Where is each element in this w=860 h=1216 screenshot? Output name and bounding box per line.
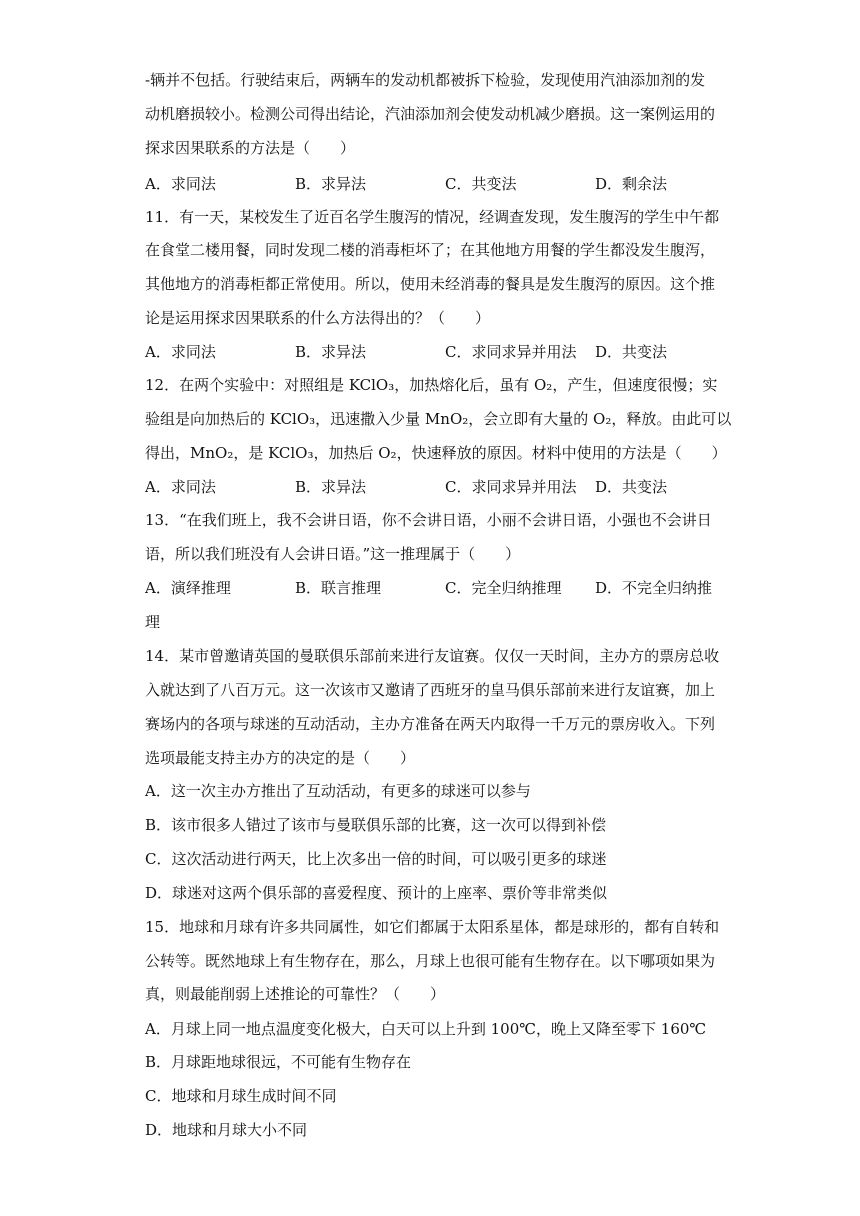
q12-option-d[interactable]: D．共变法 (595, 478, 668, 496)
q14-option-c[interactable]: C．这次活动进行两天，比上次多出一倍的时间，可以吸引更多的球迷 (145, 850, 607, 868)
q11-option-b[interactable]: B．求异法 (295, 343, 367, 361)
q12-line-3: 得出，MnO₂，是 KClO₃，加热后 O₂，快速释放的原因。材料中使用的方法是（ ） (145, 444, 727, 462)
q13-line-2: 语，所以我们班没有人会讲日语。”这一推理属于（ ） (145, 545, 521, 563)
q15-option-d[interactable]: D．地球和月球大小不同 (145, 1121, 308, 1139)
q11-option-d[interactable]: D．共变法 (595, 343, 668, 361)
q14-option-b[interactable]: B．该市很多人错过了该市与曼联俱乐部的比赛，这一次可以得到补偿 (145, 816, 607, 834)
q10-option-d[interactable]: D．剩余法 (595, 175, 668, 193)
q10-option-a[interactable]: A．求同法 (145, 175, 216, 193)
q12-option-c[interactable]: C．求同求异并用法 (445, 478, 577, 496)
q14-line-4: 选项最能支持主办方的决定的是（ ） (145, 749, 416, 767)
q11-line-3: 其他地方的消毒柜都正常使用。所以，使用未经消毒的餐具是发生腹泻的原因。这个推 (145, 275, 716, 293)
q14-option-a[interactable]: A．这一次主办方推出了互动活动，有更多的球迷可以参与 (145, 782, 531, 800)
q11-option-c[interactable]: C．求同求异并用法 (445, 343, 577, 361)
q14-option-d[interactable]: D．球迷对这两个俱乐部的喜爱程度、预计的上座率、票价等非常类似 (145, 884, 608, 902)
q11-option-a[interactable]: A．求同法 (145, 343, 216, 361)
q13-option-d-wrap: 理 (145, 613, 161, 631)
q10-line-1: -辆并不包括。行驶结束后，两辆车的发动机都被拆下检验，发现使用汽油添加剂的发 (145, 71, 706, 89)
q12-line-2: 验组是向加热后的 KClO₃，迅速撒入少量 MnO₂，会立即有大量的 O₂，释放。由此可以 (145, 410, 732, 428)
q15-line-1: 15．地球和月球有许多共同属性，如它们都属于太阳系星体，都是球形的，都有自转和 (145, 918, 720, 936)
q15-option-b[interactable]: B．月球距地球很远，不可能有生物存在 (145, 1053, 412, 1071)
q10-option-c[interactable]: C．共变法 (445, 175, 517, 193)
q14-line-1: 14．某市曾邀请英国的曼联俱乐部前来进行友谊赛。仅仅一天时间，主办方的票房总收 (145, 647, 720, 665)
q11-line-4: 论是运用探求因果联系的什么方法得出的？（ ） (145, 309, 491, 327)
q15-line-2: 公转等。既然地球上有生物存在，那么，月球上也很可能有生物存在。以下哪项如果为 (145, 952, 716, 970)
q13-option-b[interactable]: B．联言推理 (295, 579, 382, 597)
q12-option-b[interactable]: B．求异法 (295, 478, 367, 496)
q13-option-d[interactable]: D．不完全归纳推 (595, 579, 713, 597)
q11-line-2: 在食堂二楼用餐，同时发现二楼的消毒柜坏了；在其他地方用餐的学生都没发生腹泻， (145, 241, 716, 259)
q11-line-1: 11．有一天，某校发生了近百名学生腹泻的情况，经调查发现，发生腹泻的学生中午都 (145, 208, 720, 226)
q10-line-2: 动机磨损较小。检测公司得出结论，汽油添加剂会使发动机减少磨损。这一案例运用的 (145, 105, 716, 123)
q10-option-b[interactable]: B．求异法 (295, 175, 367, 193)
q15-option-c[interactable]: C．地球和月球生成时间不同 (145, 1087, 337, 1105)
q15-line-3: 真，则最能削弱上述推论的可靠性？（ ） (145, 985, 446, 1003)
q10-line-3: 探求因果联系的方法是（ ） (145, 139, 356, 157)
q13-option-a[interactable]: A．演绎推理 (145, 579, 231, 597)
q14-line-2: 入就达到了八百万元。这一次该市又邀请了西班牙的皇马俱乐部前来进行友谊赛，加上 (145, 681, 716, 699)
q12-line-1: 12．在两个实验中：对照组是 KClO₃，加热熔化后，虽有 O₂，产生，但速度很慢；实 (145, 376, 718, 394)
q15-option-a[interactable]: A．月球上同一地点温度变化极大，白天可以上升到 100℃，晚上又降至零下 160℃ (145, 1020, 707, 1038)
q13-line-1: 13．“在我们班上，我不会讲日语，你不会讲日语，小丽不会讲日语，小强也不会讲日 (145, 511, 712, 529)
q13-option-c[interactable]: C．完全归纳推理 (445, 579, 562, 597)
q12-option-a[interactable]: A．求同法 (145, 478, 216, 496)
q14-line-3: 赛场内的各项与球迷的互动活动，主办方准备在两天内取得一千万元的票房收入。下列 (145, 715, 716, 733)
